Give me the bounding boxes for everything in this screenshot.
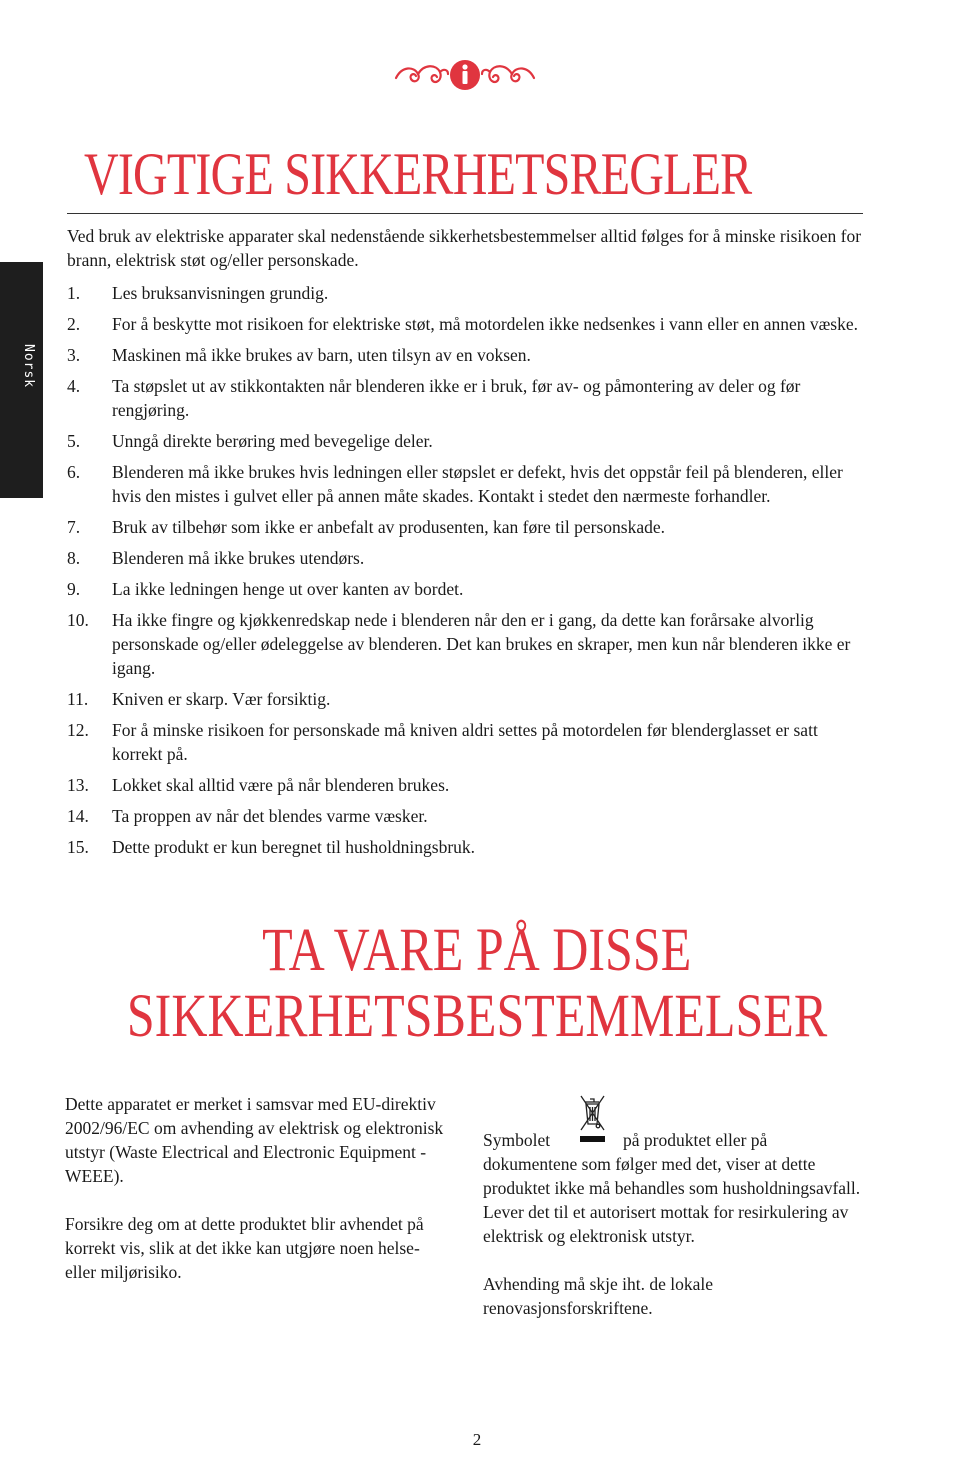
title-divider [67,213,863,214]
list-item-text: Ta proppen av når det blendes varme væsker. [112,806,428,826]
list-item [67,718,867,766]
list-item-number: 12. [67,720,89,740]
list-item-text: Bruk av tilbehør som ikke er anbefalt av produsenten, kan føre til personskade. [112,517,666,537]
list-item-number: 4. [67,376,81,396]
list-item [67,343,867,367]
weee-directive-paragraph: Dette apparatet er merket i samsvar med EU-direktiv 2002/96/EC om avhending av elektrisk og elektronisk utstyr (Waste Electrical and Electronic Equipment - WEEE). [65,1094,444,1186]
weee-left-column [65,1092,445,1308]
list-item [67,460,867,508]
list-item-number: 15. [67,837,89,857]
list-item-text: For å beskytte mot risikoen for elektriske støt, må motordelen ikke nedsenkes i vann eller en annen væske. [112,314,858,334]
list-item [67,835,867,859]
local-regulations-paragraph: Avhending må skje iht. de lokale renovasjonsforskriftene. [483,1274,714,1318]
page-number: 2 [472,1430,482,1449]
list-item-number: 1. [67,283,81,303]
list-item [67,515,867,539]
save-heading-line-2: SIKKERHETSBESTEMMELSER [126,983,828,1050]
save-heading-line-1: TA VARE PÅ DISSE [262,917,692,984]
safety-rules-list [67,281,867,866]
list-item [67,687,867,711]
weee-right-column [483,1092,873,1344]
crossed-out-wheelie-bin-icon [578,1092,606,1147]
symbol-word: Symbolet [483,1130,551,1150]
list-item [67,773,867,797]
info-ornament-icon [392,58,538,92]
list-item-number: 7. [67,517,81,537]
list-item-text: Maskinen må ikke brukes av barn, uten tilsyn av en voksen. [112,345,531,365]
list-item [67,429,867,453]
symbol-line [483,1092,873,1164]
language-tab-label: Norsk [21,344,36,389]
list-item-number: 3. [67,345,81,365]
list-item-text: Dette produkt er kun beregnet til husholdningsbruk. [112,837,476,857]
list-item [67,281,867,305]
symbol-paragraph: dokumentene som følger med det, viser at dette produktet ikke må behandles som husholdningsavfall. Lever det til et autorisert mottak for resirkulering av elektrisk og elektronisk utstyr. [483,1154,861,1246]
list-item-number: 8. [67,548,81,568]
list-item-number: 14. [67,806,89,826]
symbol-after-text: på produktet eller på [623,1130,768,1150]
list-item-text: La ikke ledningen henge ut over kanten av bordet. [112,579,464,599]
list-item-text: Kniven er skarp. Vær forsiktig. [112,689,331,709]
intro-paragraph: Ved bruk av elektriske apparater skal nedenstående sikkerhetsbestemmelser alltid følges for å minske risikoen for brann, elektrisk støt og/eller personskade. [67,226,862,270]
list-item-text: Ta støpslet ut av stikkontakten når blenderen ikke er i bruk, før av- og påmontering av deler og før rengjøring. [112,376,801,420]
list-item-text: For å minske risikoen for personskade må kniven aldri settes på motordelen før blenderglasset er satt korrekt på. [112,720,818,764]
list-item [67,577,867,601]
list-item-number: 2. [67,314,81,334]
list-item-text: Unngå direkte berøring med bevegelige deler. [112,431,433,451]
list-item-text: Les bruksanvisningen grundig. [112,283,329,303]
save-instructions-heading [0,918,954,1050]
list-item [67,312,867,336]
list-item [67,804,867,828]
list-item [67,546,867,570]
list-item-number: 13. [67,775,89,795]
page-title: VIGTIGE SIKKERHETSREGLER [84,141,752,207]
list-item-text: Blenderen må ikke brukes utendørs. [112,548,365,568]
list-item [67,608,867,680]
list-item-number: 5. [67,431,81,451]
list-item-number: 10. [67,610,89,630]
list-item-text: Blenderen må ikke brukes hvis ledningen eller støpslet er defekt, hvis det oppstår feil på blenderen, eller hvis den mistes i gulvet eller på annen måte skades. Kontakt i stedet den nærmeste forhandler. [112,462,843,506]
list-item [67,374,867,422]
disposal-paragraph: Forsikre deg om at dette produktet blir avhendet på korrekt vis, slik at det ikke kan utgjøre noen helse- eller miljørisiko. [65,1214,424,1282]
list-item-number: 9. [67,579,81,599]
list-item-number: 11. [67,689,89,709]
list-item-text: Lokket skal alltid være på når blenderen brukes. [112,775,450,795]
language-side-tab [0,262,43,498]
list-item-text: Ha ikke fingre og kjøkkenredskap nede i blenderen når den er i gang, da dette kan forårsake alvorlig personskade og/eller ødeleggelse av blenderen. Det kan brukes en skraper, men kun når blenderen ikke er igang. [112,610,851,678]
list-item-number: 6. [67,462,81,482]
